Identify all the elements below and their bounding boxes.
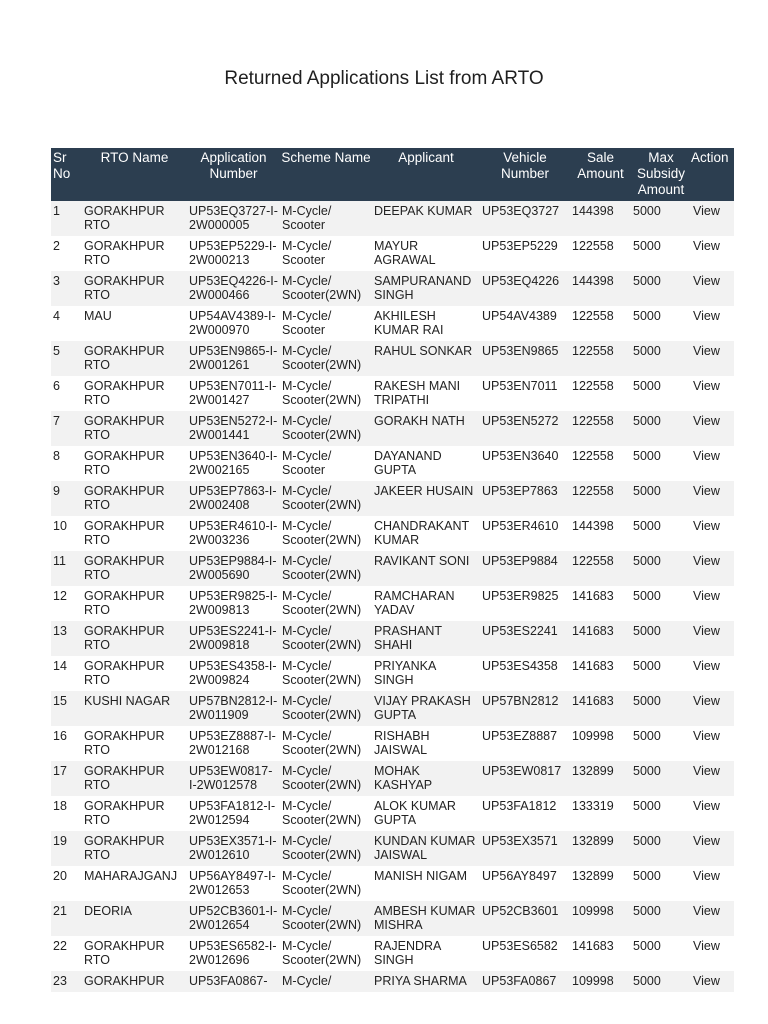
- header-scheme-name: Scheme Name: [280, 148, 372, 201]
- cell-sale-amount: 141683: [570, 586, 631, 621]
- cell-rto-name: GORAKHPUR RTO: [82, 831, 187, 866]
- cell-applicant: AKHILESH KUMAR RAI: [372, 306, 480, 341]
- view-link[interactable]: View: [691, 551, 734, 586]
- cell-max-subsidy-amount: 5000: [631, 901, 691, 936]
- cell-scheme-name: M-Cycle/ Scooter(2WN): [280, 726, 372, 761]
- cell-scheme-name: M-Cycle/ Scooter: [280, 236, 372, 271]
- view-link[interactable]: View: [691, 866, 734, 901]
- page-title: Returned Applications List from ARTO: [224, 68, 544, 89]
- cell-applicant: RAHUL SONKAR: [372, 341, 480, 376]
- cell-rto-name: GORAKHPUR RTO: [82, 446, 187, 481]
- cell-rto-name: GORAKHPUR RTO: [82, 341, 187, 376]
- view-link[interactable]: View: [691, 691, 734, 726]
- table-body: [51, 201, 734, 992]
- cell-scheme-name: M-Cycle/ Scooter(2WN): [280, 796, 372, 831]
- cell-applicant: RAMCHARAN YADAV: [372, 586, 480, 621]
- cell-sr-no: 4: [51, 306, 82, 341]
- cell-max-subsidy-amount: 5000: [631, 796, 691, 831]
- cell-rto-name: GORAKHPUR RTO: [82, 201, 187, 236]
- view-link[interactable]: View: [691, 796, 734, 831]
- cell-vehicle-number: UP53FA0867: [480, 971, 570, 992]
- view-link[interactable]: View: [691, 586, 734, 621]
- cell-scheme-name: M-Cycle/ Scooter(2WN): [280, 271, 372, 306]
- cell-applicant: GORAKH NATH: [372, 411, 480, 446]
- cell-sr-no: 11: [51, 551, 82, 586]
- cell-application-number: UP53EP9884-I-2W005690: [187, 551, 280, 586]
- cell-rto-name: GORAKHPUR RTO: [82, 516, 187, 551]
- table-row: [51, 866, 734, 901]
- cell-vehicle-number: UP53EN7011: [480, 376, 570, 411]
- cell-sr-no: 7: [51, 411, 82, 446]
- cell-rto-name: GORAKHPUR RTO: [82, 621, 187, 656]
- cell-sr-no: 13: [51, 621, 82, 656]
- table-row: [51, 481, 734, 516]
- header-max-subsidy-amount: Max Subsidy Amount: [631, 148, 691, 201]
- cell-max-subsidy-amount: 5000: [631, 761, 691, 796]
- cell-applicant: PRIYANKA SINGH: [372, 656, 480, 691]
- view-link[interactable]: View: [691, 936, 734, 971]
- table-row: [51, 621, 734, 656]
- cell-sr-no: 3: [51, 271, 82, 306]
- cell-sale-amount: 122558: [570, 306, 631, 341]
- view-link[interactable]: View: [691, 376, 734, 411]
- cell-scheme-name: M-Cycle/ Scooter: [280, 201, 372, 236]
- cell-applicant: RAKESH MANI TRIPATHI: [372, 376, 480, 411]
- cell-max-subsidy-amount: 5000: [631, 621, 691, 656]
- cell-max-subsidy-amount: 5000: [631, 376, 691, 411]
- cell-application-number: UP53EP7863-I-2W002408: [187, 481, 280, 516]
- cell-application-number: UP53EN7011-I-2W001427: [187, 376, 280, 411]
- cell-sale-amount: 109998: [570, 901, 631, 936]
- cell-applicant: DAYANAND GUPTA: [372, 446, 480, 481]
- cell-sale-amount: 141683: [570, 621, 631, 656]
- cell-vehicle-number: UP52CB3601: [480, 901, 570, 936]
- cell-vehicle-number: UP54AV4389: [480, 306, 570, 341]
- cell-scheme-name: M-Cycle/ Scooter(2WN): [280, 376, 372, 411]
- cell-sr-no: 21: [51, 901, 82, 936]
- cell-rto-name: GORAKHPUR RTO: [82, 411, 187, 446]
- table-row: [51, 761, 734, 796]
- cell-max-subsidy-amount: 5000: [631, 656, 691, 691]
- cell-scheme-name: M-Cycle/ Scooter(2WN): [280, 761, 372, 796]
- cell-vehicle-number: UP53EW0817: [480, 761, 570, 796]
- cell-sr-no: 12: [51, 586, 82, 621]
- cell-max-subsidy-amount: 5000: [631, 411, 691, 446]
- cell-max-subsidy-amount: 5000: [631, 201, 691, 236]
- cell-vehicle-number: UP53EP9884: [480, 551, 570, 586]
- header-action: Action: [691, 148, 734, 201]
- cell-max-subsidy-amount: 5000: [631, 516, 691, 551]
- cell-scheme-name: M-Cycle/ Scooter(2WN): [280, 551, 372, 586]
- header-sr-no: Sr No: [51, 148, 82, 201]
- cell-scheme-name: M-Cycle/ Scooter(2WN): [280, 831, 372, 866]
- applications-table-container: [51, 148, 734, 988]
- cell-sale-amount: 122558: [570, 551, 631, 586]
- cell-rto-name: MAU: [82, 306, 187, 341]
- cell-application-number: UP53EN5272-I-2W001441: [187, 411, 280, 446]
- cell-scheme-name: M-Cycle/ Scooter(2WN): [280, 621, 372, 656]
- cell-sale-amount: 133319: [570, 796, 631, 831]
- cell-sale-amount: 109998: [570, 971, 631, 992]
- cell-rto-name: GORAKHPUR RTO: [82, 271, 187, 306]
- cell-max-subsidy-amount: 5000: [631, 481, 691, 516]
- cell-vehicle-number: UP53FA1812: [480, 796, 570, 831]
- cell-vehicle-number: UP53ES4358: [480, 656, 570, 691]
- cell-max-subsidy-amount: 5000: [631, 831, 691, 866]
- cell-sale-amount: 122558: [570, 236, 631, 271]
- cell-application-number: UP56AY8497-I-2W012653: [187, 866, 280, 901]
- cell-scheme-name: M-Cycle/ Scooter(2WN): [280, 341, 372, 376]
- cell-sr-no: 19: [51, 831, 82, 866]
- cell-sale-amount: 132899: [570, 831, 631, 866]
- cell-sale-amount: 144398: [570, 271, 631, 306]
- table-row: [51, 796, 734, 831]
- cell-sale-amount: 141683: [570, 656, 631, 691]
- cell-applicant: KUNDAN KUMAR JAISWAL: [372, 831, 480, 866]
- view-link[interactable]: View: [691, 621, 734, 656]
- cell-application-number: UP53ER9825-I-2W009813: [187, 586, 280, 621]
- cell-sale-amount: 122558: [570, 376, 631, 411]
- table-header: [51, 148, 734, 201]
- cell-application-number: UP53ES2241-I-2W009818: [187, 621, 280, 656]
- table-row: [51, 306, 734, 341]
- cell-rto-name: GORAKHPUR RTO: [82, 761, 187, 796]
- cell-sr-no: 23: [51, 971, 82, 992]
- cell-scheme-name: M-Cycle/ Scooter(2WN): [280, 936, 372, 971]
- cell-scheme-name: M-Cycle/ Scooter(2WN): [280, 901, 372, 936]
- view-link[interactable]: View: [691, 201, 734, 236]
- table-row: [51, 551, 734, 586]
- cell-vehicle-number: UP53ES2241: [480, 621, 570, 656]
- cell-applicant: MOHAK KASHYAP: [372, 761, 480, 796]
- cell-application-number: UP53EN9865-I-2W001261: [187, 341, 280, 376]
- cell-applicant: CHANDRAKANT KUMAR: [372, 516, 480, 551]
- cell-sr-no: 6: [51, 376, 82, 411]
- cell-sr-no: 5: [51, 341, 82, 376]
- view-link[interactable]: View: [691, 306, 734, 341]
- view-link[interactable]: View: [691, 481, 734, 516]
- cell-sale-amount: 122558: [570, 481, 631, 516]
- cell-sale-amount: 132899: [570, 761, 631, 796]
- table-row: [51, 341, 734, 376]
- cell-sr-no: 22: [51, 936, 82, 971]
- cell-max-subsidy-amount: 5000: [631, 726, 691, 761]
- view-link[interactable]: View: [691, 831, 734, 866]
- cell-application-number: UP53FA1812-I-2W012594: [187, 796, 280, 831]
- cell-vehicle-number: UP53EZ8887: [480, 726, 570, 761]
- cell-applicant: PRIYA SHARMA: [372, 971, 480, 992]
- view-link[interactable]: View: [691, 341, 734, 376]
- view-link[interactable]: View: [691, 516, 734, 551]
- cell-applicant: AMBESH KUMAR MISHRA: [372, 901, 480, 936]
- cell-scheme-name: M-Cycle/ Scooter: [280, 446, 372, 481]
- table-row: [51, 656, 734, 691]
- cell-max-subsidy-amount: 5000: [631, 586, 691, 621]
- view-link[interactable]: View: [691, 726, 734, 761]
- table-row: [51, 726, 734, 761]
- table-row: [51, 901, 734, 936]
- cell-vehicle-number: UP53EP7863: [480, 481, 570, 516]
- cell-max-subsidy-amount: 5000: [631, 236, 691, 271]
- cell-rto-name: GORAKHPUR RTO: [82, 936, 187, 971]
- cell-vehicle-number: UP53EN9865: [480, 341, 570, 376]
- cell-sale-amount: 144398: [570, 516, 631, 551]
- cell-applicant: RAJENDRA SINGH: [372, 936, 480, 971]
- cell-rto-name: KUSHI NAGAR: [82, 691, 187, 726]
- cell-sale-amount: 132899: [570, 866, 631, 901]
- cell-rto-name: GORAKHPUR RTO: [82, 586, 187, 621]
- view-link[interactable]: View: [691, 411, 734, 446]
- view-link[interactable]: View: [691, 656, 734, 691]
- cell-sr-no: 10: [51, 516, 82, 551]
- table-row: [51, 936, 734, 971]
- cell-sale-amount: 141683: [570, 936, 631, 971]
- cell-applicant: MAYUR AGRAWAL: [372, 236, 480, 271]
- cell-application-number: UP53EQ4226-I-2W000466: [187, 271, 280, 306]
- cell-sr-no: 14: [51, 656, 82, 691]
- cell-sr-no: 1: [51, 201, 82, 236]
- cell-vehicle-number: UP53EQ3727: [480, 201, 570, 236]
- cell-rto-name: GORAKHPUR RTO: [82, 796, 187, 831]
- cell-applicant: ALOK KUMAR GUPTA: [372, 796, 480, 831]
- cell-sr-no: 15: [51, 691, 82, 726]
- header-application-number: Application Number: [187, 148, 280, 201]
- cell-max-subsidy-amount: 5000: [631, 866, 691, 901]
- cell-max-subsidy-amount: 5000: [631, 271, 691, 306]
- cell-sale-amount: 144398: [570, 201, 631, 236]
- table-row: [51, 201, 734, 236]
- cell-applicant: DEEPAK KUMAR: [372, 201, 480, 236]
- cell-scheme-name: M-Cycle/ Scooter(2WN): [280, 411, 372, 446]
- cell-application-number: UP53ER4610-I-2W003236: [187, 516, 280, 551]
- cell-scheme-name: M-Cycle/ Scooter(2WN): [280, 656, 372, 691]
- cell-rto-name: GORAKHPUR RTO: [82, 551, 187, 586]
- table-row: [51, 236, 734, 271]
- cell-max-subsidy-amount: 5000: [631, 936, 691, 971]
- table-row: [51, 376, 734, 411]
- cell-rto-name: GORAKHPUR: [82, 971, 187, 992]
- table-row: [51, 971, 734, 992]
- view-link[interactable]: View: [691, 236, 734, 271]
- cell-rto-name: GORAKHPUR RTO: [82, 656, 187, 691]
- cell-sr-no: 16: [51, 726, 82, 761]
- cell-vehicle-number: UP53EN3640: [480, 446, 570, 481]
- view-link[interactable]: View: [691, 271, 734, 306]
- table-row: [51, 411, 734, 446]
- cell-vehicle-number: UP53ER4610: [480, 516, 570, 551]
- cell-sr-no: 18: [51, 796, 82, 831]
- cell-application-number: UP53EX3571-I-2W012610: [187, 831, 280, 866]
- cell-application-number: UP53EQ3727-I-2W000005: [187, 201, 280, 236]
- cell-sr-no: 9: [51, 481, 82, 516]
- cell-applicant: JAKEER HUSAIN: [372, 481, 480, 516]
- cell-scheme-name: M-Cycle/ Scooter(2WN): [280, 866, 372, 901]
- table-row: [51, 271, 734, 306]
- cell-application-number: UP53EP5229-I-2W000213: [187, 236, 280, 271]
- cell-rto-name: MAHARAJGANJ: [82, 866, 187, 901]
- cell-scheme-name: M-Cycle/ Scooter(2WN): [280, 481, 372, 516]
- cell-scheme-name: M-Cycle/: [280, 971, 372, 992]
- view-link[interactable]: View: [691, 761, 734, 796]
- cell-sr-no: 8: [51, 446, 82, 481]
- table-row: [51, 516, 734, 551]
- table-row: [51, 586, 734, 621]
- cell-rto-name: GORAKHPUR RTO: [82, 726, 187, 761]
- cell-application-number: UP57BN2812-I-2W011909: [187, 691, 280, 726]
- cell-applicant: VIJAY PRAKASH GUPTA: [372, 691, 480, 726]
- cell-max-subsidy-amount: 5000: [631, 691, 691, 726]
- cell-sale-amount: 141683: [570, 691, 631, 726]
- cell-sr-no: 20: [51, 866, 82, 901]
- cell-sale-amount: 122558: [570, 446, 631, 481]
- cell-applicant: RAVIKANT SONI: [372, 551, 480, 586]
- returned-applications-table: [51, 148, 734, 992]
- cell-scheme-name: M-Cycle/ Scooter(2WN): [280, 586, 372, 621]
- cell-scheme-name: M-Cycle/ Scooter: [280, 306, 372, 341]
- cell-sr-no: 2: [51, 236, 82, 271]
- table-row: [51, 446, 734, 481]
- cell-application-number: UP53EZ8887-I-2W012168: [187, 726, 280, 761]
- header-rto-name: RTO Name: [82, 148, 187, 201]
- cell-rto-name: GORAKHPUR RTO: [82, 376, 187, 411]
- cell-application-number: UP52CB3601-I-2W012654: [187, 901, 280, 936]
- cell-sale-amount: 109998: [570, 726, 631, 761]
- cell-max-subsidy-amount: 5000: [631, 341, 691, 376]
- cell-vehicle-number: UP53ES6582: [480, 936, 570, 971]
- cell-application-number: UP53ES6582-I-2W012696: [187, 936, 280, 971]
- cell-application-number: UP54AV4389-I-2W000970: [187, 306, 280, 341]
- cell-rto-name: GORAKHPUR RTO: [82, 236, 187, 271]
- header-applicant: Applicant: [372, 148, 480, 201]
- cell-max-subsidy-amount: 5000: [631, 971, 691, 992]
- header-sale-amount: Sale Amount: [570, 148, 631, 201]
- view-link[interactable]: View: [691, 446, 734, 481]
- cell-rto-name: GORAKHPUR RTO: [82, 481, 187, 516]
- cell-sale-amount: 122558: [570, 341, 631, 376]
- view-link[interactable]: View: [691, 901, 734, 936]
- cell-application-number: UP53EW0817-I-2W012578: [187, 761, 280, 796]
- cell-sale-amount: 122558: [570, 411, 631, 446]
- header-row: [51, 148, 734, 201]
- cell-applicant: PRASHANT SHAHI: [372, 621, 480, 656]
- cell-vehicle-number: UP53EQ4226: [480, 271, 570, 306]
- cell-applicant: RISHABH JAISWAL: [372, 726, 480, 761]
- cell-vehicle-number: UP53EX3571: [480, 831, 570, 866]
- cell-vehicle-number: UP57BN2812: [480, 691, 570, 726]
- table-row: [51, 831, 734, 866]
- cell-applicant: SAMPURANAND SINGH: [372, 271, 480, 306]
- cell-max-subsidy-amount: 5000: [631, 551, 691, 586]
- cell-rto-name: DEORIA: [82, 901, 187, 936]
- view-link[interactable]: View: [691, 971, 734, 992]
- cell-sr-no: 17: [51, 761, 82, 796]
- cell-applicant: MANISH NIGAM: [372, 866, 480, 901]
- cell-scheme-name: M-Cycle/ Scooter(2WN): [280, 691, 372, 726]
- cell-application-number: UP53FA0867-: [187, 971, 280, 992]
- cell-vehicle-number: UP53ER9825: [480, 586, 570, 621]
- table-row: [51, 691, 734, 726]
- cell-vehicle-number: UP53EP5229: [480, 236, 570, 271]
- cell-application-number: UP53ES4358-I-2W009824: [187, 656, 280, 691]
- cell-max-subsidy-amount: 5000: [631, 446, 691, 481]
- header-vehicle-number: Vehicle Number: [480, 148, 570, 201]
- cell-application-number: UP53EN3640-I-2W002165: [187, 446, 280, 481]
- cell-vehicle-number: UP56AY8497: [480, 866, 570, 901]
- cell-max-subsidy-amount: 5000: [631, 306, 691, 341]
- cell-scheme-name: M-Cycle/ Scooter(2WN): [280, 516, 372, 551]
- cell-vehicle-number: UP53EN5272: [480, 411, 570, 446]
